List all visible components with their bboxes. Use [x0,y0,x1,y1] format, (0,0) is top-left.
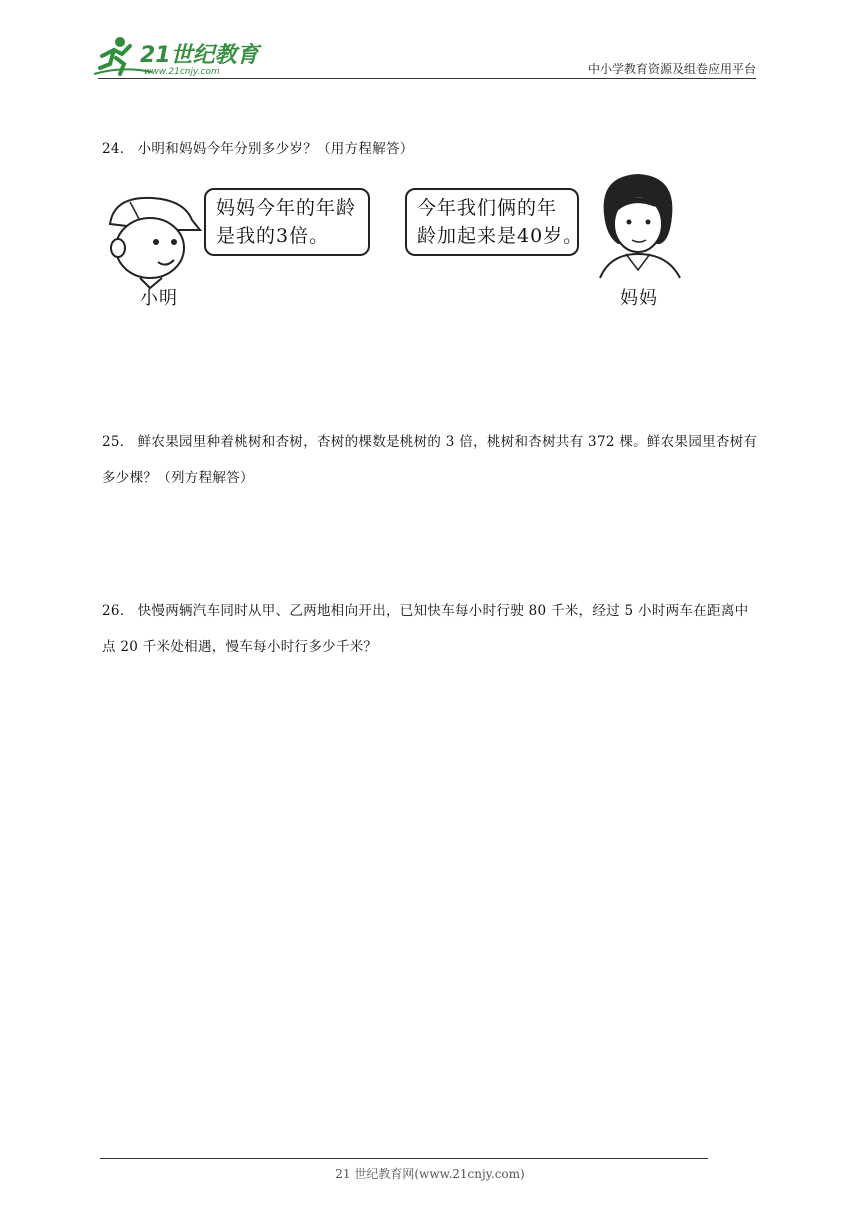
question-24-illustration [100,170,700,320]
question-number: 25． [102,434,134,450]
boy-speech-line: 是我的3倍。 [216,225,330,247]
boy-speech-line: 妈妈今年的年龄 [216,197,357,219]
question-text: 小明和妈妈今年分别多少岁？（用方程解答） [137,141,414,157]
boy-speech-bubble [204,188,370,256]
mom-name: 妈妈 [620,288,658,309]
logo-url: www.21cnjy.com [144,67,220,77]
logo-text: 21世纪教育 [140,43,259,68]
question-text: 快慢两辆汽车同时从甲、乙两地相向开出，已知快车每小时行驶 80 千米，经过 5 小时两车在距离中点 20 千米处相遇，慢车每小时行多少千米？ [102,603,749,655]
mom-speech-line: 龄加起来是40岁。 [417,225,584,247]
question-26 [102,593,762,665]
mom-speech-bubble [405,188,584,256]
question-number: 26． [102,603,134,619]
mom-speech-line: 今年我们俩的年 [417,197,558,219]
header-divider [98,78,756,79]
question-number: 24． [102,141,134,157]
site-logo [92,34,262,78]
footer-divider [100,1158,708,1159]
boy-name: 小明 [140,288,178,309]
question-text: 鲜农果园里种着桃树和杏树，杏树的棵数是桃树的 3 倍，桃树和杏树共有 372 棵。鲜农果园里杏树有多少棵？（列方程解答） [102,434,758,486]
footer-link[interactable]: 21 世纪教育网(www.21cnjy.com) [335,1167,525,1181]
header-platform-text: 中小学教育资源及组卷应用平台 [587,62,756,76]
boy-icon [100,190,206,290]
mother-icon [590,170,690,282]
question-25 [102,424,762,496]
question-24 [102,131,762,167]
